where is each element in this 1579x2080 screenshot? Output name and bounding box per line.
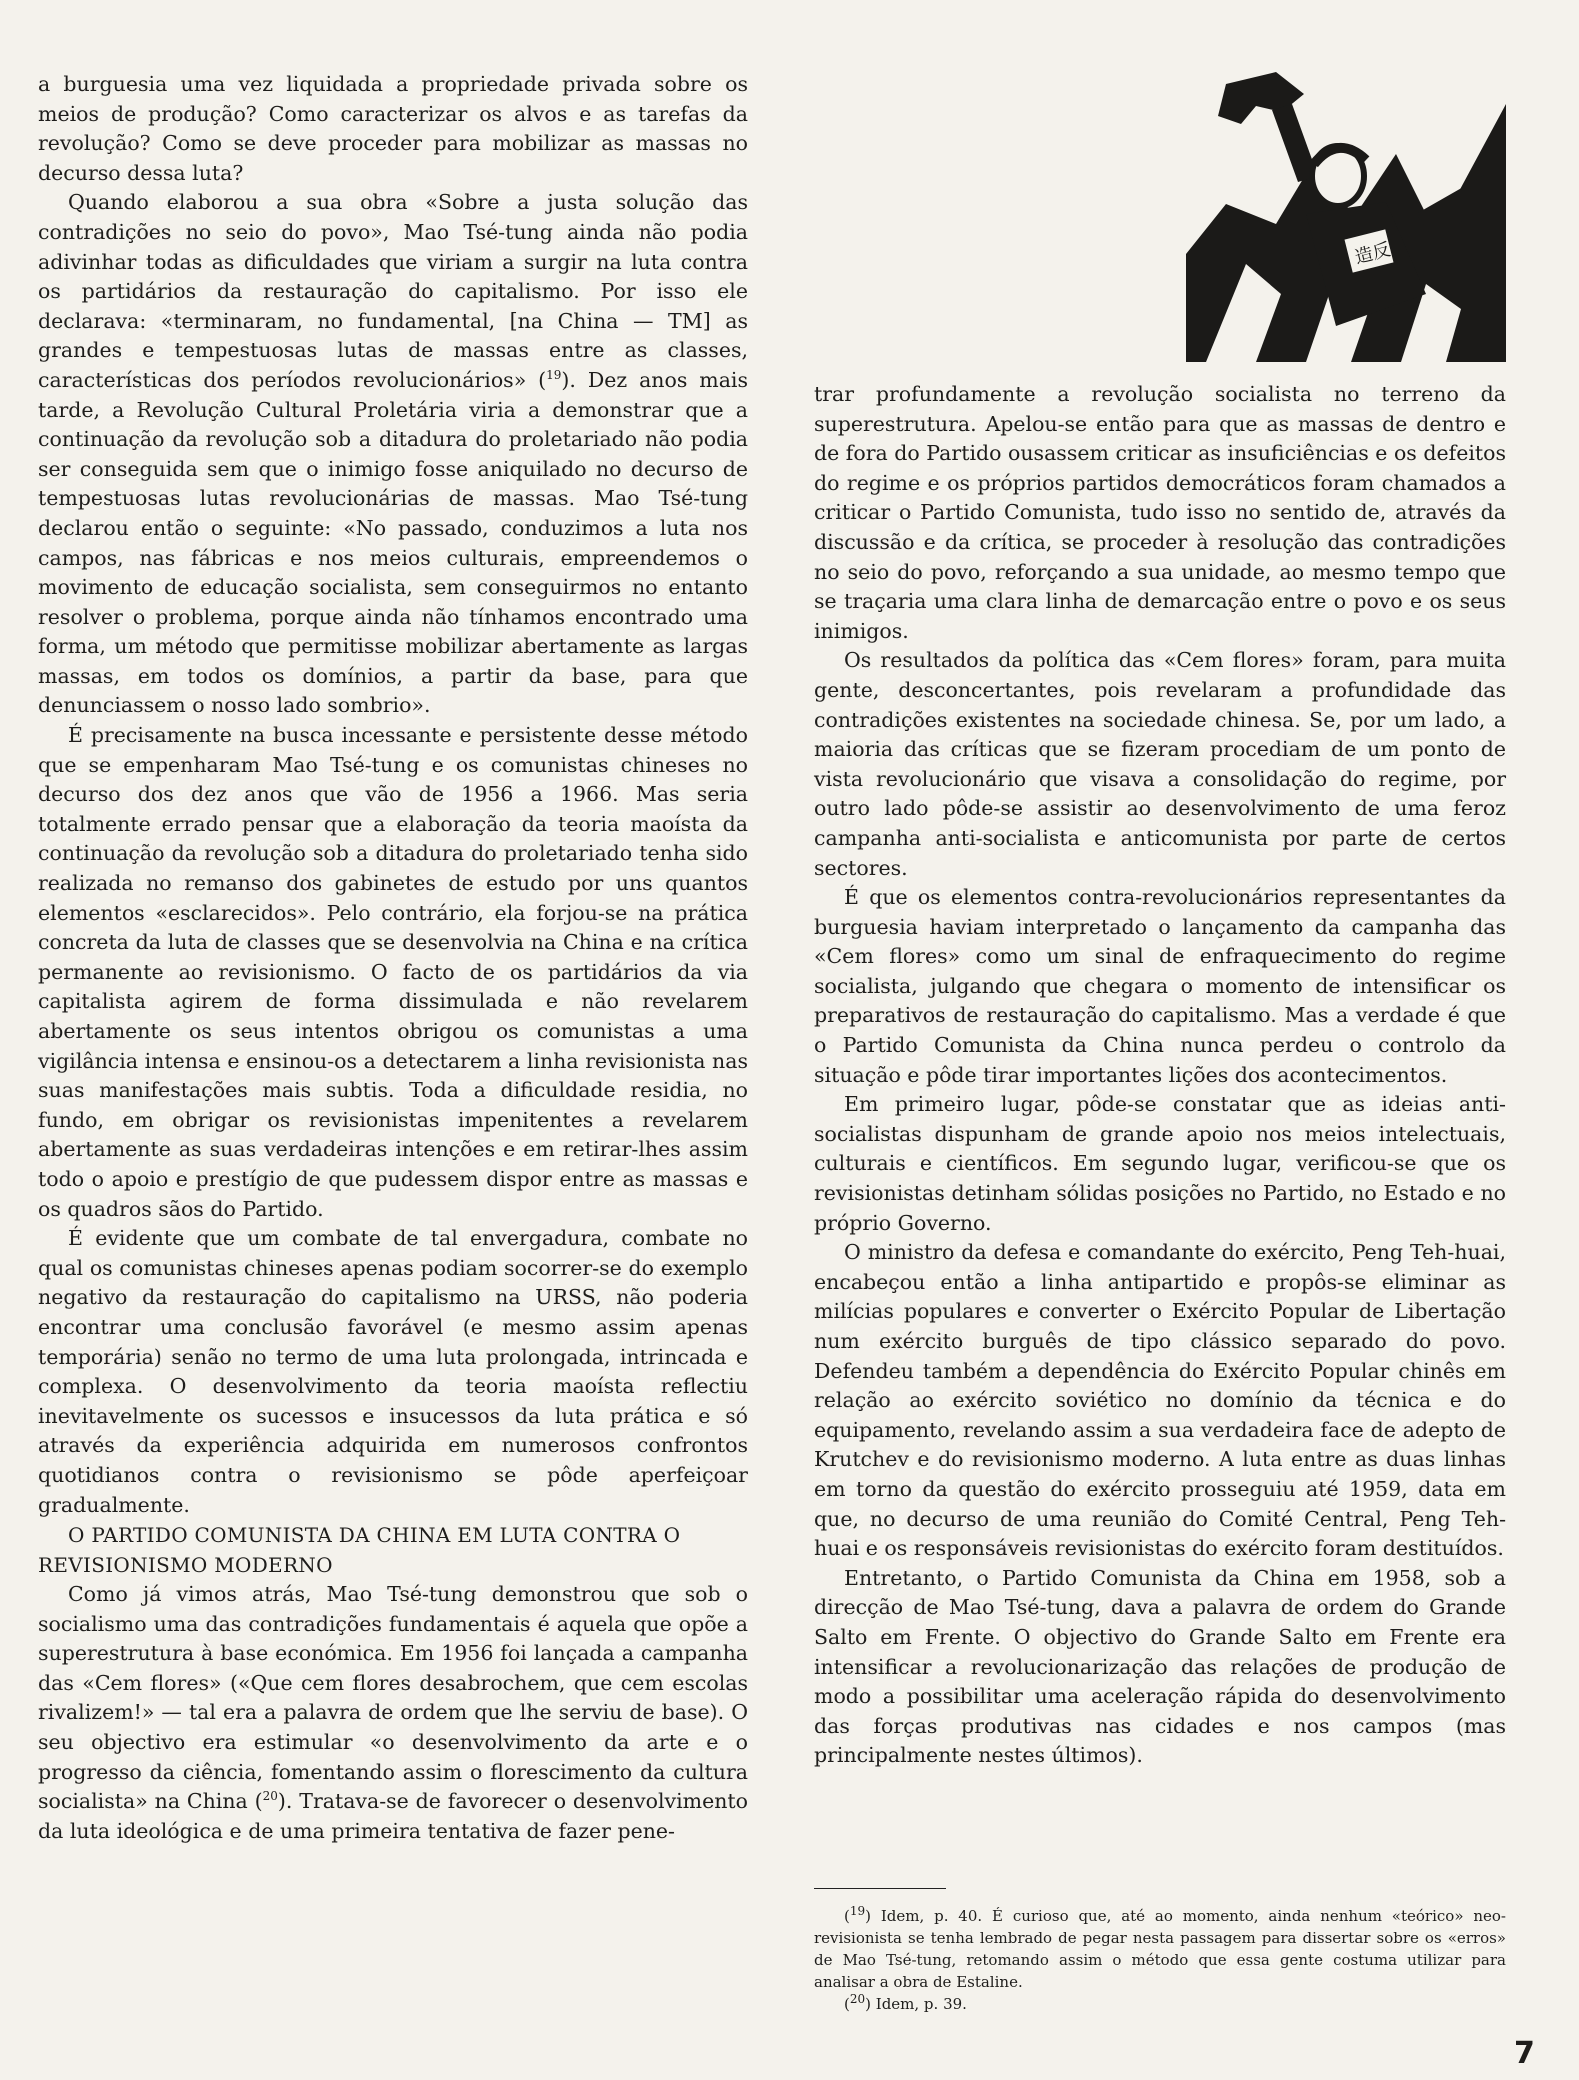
section-heading: O PARTIDO COMUNISTA DA CHINA EM LUTA CONTRA O REVISIONISMO MODERNO [38, 1523, 681, 1578]
woodcut-figure-raised-fist-icon [1186, 64, 1506, 362]
paragraph: Em primeiro lugar, pôde-se constatar que as ideias anti-socialistas dispunham de grande apoio nos meios intelectuais, culturais e científicos. Em segundo lugar, verificou-se que os revisionistas detinham sólidas posições no Partido, no Estado e no próprio Governo. [814, 1092, 1506, 1235]
footnote-number: 19 [849, 1904, 866, 1918]
paragraph-text: Quando elaborou a sua obra «Sobre a justa solução das contradições no seio do povo», Mao Tsé-tung ainda não podia adivinhar todas as dificuldades que viriam a surgir na luta contra os partidários da restauração do capitalismo. Por isso ele declarava: «terminaram, no fundamental, [na China — TM] as grandes e tempestuosas lutas de massas entre as classes, características dos períodos revolucionários» ( [38, 190, 748, 392]
left-column [38, 70, 748, 1846]
paragraph [38, 1580, 748, 1846]
footnotes [814, 1905, 1506, 2015]
paragraph: O ministro da defesa e comandante do exército, Peng Teh-huai, encabeçou então a linha antipartido e propôs-se eliminar as milícias populares e converter o Exército Popular de Libertação num exército burguês de tipo clássico separado do povo. Defendeu também a dependência do Exército Popular chinês em relação ao exército soviético no domínio da técnica e do equipamento, revelando assim a sua verdadeira face de adepto de Krutchev e do revisionismo moderno. A luta entre as duas linhas em torno da questão do exército prosseguiu até 1959, data em que, no decurso de uma reunião do Comité Central, Peng Teh-huai e os responsáveis revisionistas do exército foram destituídos. [814, 1240, 1506, 1561]
paragraph-text: ). Tratava-se de favorecer o desenvolvimento da luta ideológica e de uma primeira tentativa de fazer pene- [38, 1789, 748, 1843]
paragraph: É evidente que um combate de tal envergadura, combate no qual os comunistas chineses apenas podiam socorrer-se do exemplo negativo da restauração do capitalismo na URSS, não poderia encontrar uma conclusão favorável (e mesmo assim apenas temporária) senão no termo de uma luta prolongada, intrincada e complexa. O desenvolvimento da teoria maoísta reflectiu inevitavelmente os sucessos e insucessos da luta prática e só através da experiência adquirida em numerosos confrontos quotidianos contra o revisionismo se pôde aperfeiçoar gradualmente. [38, 1226, 748, 1517]
badge-text: 造反 [1352, 239, 1393, 269]
right-column [814, 380, 1506, 1771]
footnote-text: Idem, p. 39. [875, 1995, 967, 2013]
paragraph [38, 188, 748, 721]
paragraph: Entretanto, o Partido Comunista da China em 1958, sob a direcção de Mao Tsé-tung, dava a palavra de ordem do Grande Salto em Frente. O objectivo do Grande Salto em Frente era intensificar a revolucionarização das relações de produção de modo a possibilitar uma aceleração rápida do desenvolvimento das forças produtivas nas cidades e nos campos (mas principalmente nestes últimos). [814, 1565, 1506, 1768]
footnote-ref: 20 [262, 1789, 278, 1804]
paragraph: a burguesia uma vez liquidada a propriedade privada sobre os meios de produção? Como caracterizar os alvos e as tarefas da revolução? Como se deve proceder para mobilizar as massas no decurso dessa luta? [38, 72, 748, 185]
paragraph: É que os elementos contra-revolucionários representantes da burguesia haviam interpretado o lançamento da campanha das «Cem flores» como um sinal de enfraquecimento do regime socialista, julgando que chegara o momento de intensificar os preparativos de restauração do capitalismo. Mas a verdade é que o Partido Comunista da China nunca perdeu o controlo da situação e pôde tirar importantes lições dos acontecimentos. [814, 885, 1506, 1087]
footnote-text: Idem, p. 40. É curioso que, até ao momento, ainda nenhum «teórico» neo-revisionista se tenha lembrado de pegar nesta passagem para dissertar sobre os «erros» de Mao Tsé-tung, retomando assim o método que essa gente costuma utilizar para analisar a obra de Estaline. [814, 1907, 1506, 1991]
footnote-ref: 19 [546, 368, 562, 383]
footnote: ($^{20}$) Idem, p. 39. [844, 1992, 967, 2013]
footnote-number: 20 [849, 1992, 866, 2006]
page-number: 7 [1514, 2036, 1535, 2071]
paragraph-text: ). Dez anos mais tarde, a Revolução Cultural Proletária viria a demonstrar que a continuação da revolução sob a ditadura do proletariado não podia ser conseguida sem que o inimigo fosse aniquilado no decurso de tempestuosas lutas revolucionárias de massas. Mao Tsé-tung declarou então o seguinte: «No passado, conduzimos a luta nos campos, nas fábricas e nos meios culturais, empreendemos o movimento de educação socialista, sem conseguirmos no entanto resolver o problema, porque ainda não tínhamos encontrado uma forma, um método que permitisse mobilizar abertamente as largas massas, em todos os domínios, a partir da base, para que denunciassem o nosso lado sombrio». [38, 367, 748, 718]
footnote: ($^{19}$) Idem, p. 40. É curioso que, até ao momento, ainda nenhum «teórico» neo-revisionista se tenha lembrado de pegar nesta passagem para dissertar sobre os «erros» de Mao Tsé-tung, retomando assim o método que essa gente costuma utilizar para analisar a obra de Estaline. [814, 1904, 1506, 1991]
footnote-divider [814, 1888, 946, 1889]
paragraph: É precisamente na busca incessante e persistente desse método que se empenharam Mao Tsé-tung e os comunistas chineses no decurso dos dez anos que vão de 1956 a 1966. Mas seria totalmente errado pensar que a elaboração da teoria maoísta da continuação da revolução sob a ditadura do proletariado tenha sido realizada no remanso dos gabinetes de estudo por uns quantos elementos «esclarecidos». Pelo contrário, ela forjou-se na prática concreta da luta de classes que se desenvolvia na China e na crítica permanente ao revisionismo. O facto de os partidários da via capitalista agirem de forma dissimulada e não revelarem abertamente os seus intentos obrigou os comunistas a uma vigilância intensa e ensinou-os a detectarem a linha revisionista nas suas manifestações mais subtis. Toda a dificuldade residia, no fundo, em obrigar os revisionistas impenitentes a revelarem abertamente as suas verdadeiras intenções e em retirar-lhes assim todo o apoio e prestígio de que pudessem dispor entre as massas e os quadros sãos do Partido. [38, 723, 748, 1221]
paragraph: Os resultados da política das «Cem flores» foram, para muita gente, desconcertantes, pois revelaram a profundidade das contradições existentes na sociedade chinesa. Se, por um lado, a maioria das críticas que se fizeram procediam de um ponto de vista revolucionário que visava a consolidação do regime, por outro lado pôde-se assistir ao desenvolvimento de uma feroz campanha anti-socialista e anticomunista por parte de certos sectores. [814, 648, 1506, 880]
paragraph: trar profundamente a revolução socialista no terreno da superestrutura. Apelou-se então para que as massas de dentro e de fora do Partido ousassem criticar as insuficiências e os defeitos do regime e os próprios partidos democráticos foram chamados a criticar o Partido Comunista, tudo isso no sentido de, através da discussão e da crítica, se proceder à resolução das contradições no seio do povo, reforçando a sua unidade, ao mesmo tempo que se traçaria uma clara linha de demarcação entre o povo e os seus inimigos. [814, 382, 1506, 643]
paragraph-text: Como já vimos atrás, Mao Tsé-tung demonstrou que sob o socialismo uma das contradições fundamentais é aquela que opõe a superestrutura à base económica. Em 1956 foi lançada a campanha das «Cem flores» («Que cem flores desabrochem, que cem escolas rivalizem!» — tal era a palavra de ordem que lhe serviu de base). O seu objectivo era estimular «o desenvolvimento da arte e o progresso da ciência, fomentando assim o florescimento da cultura socialista» na China ( [38, 1582, 748, 1814]
